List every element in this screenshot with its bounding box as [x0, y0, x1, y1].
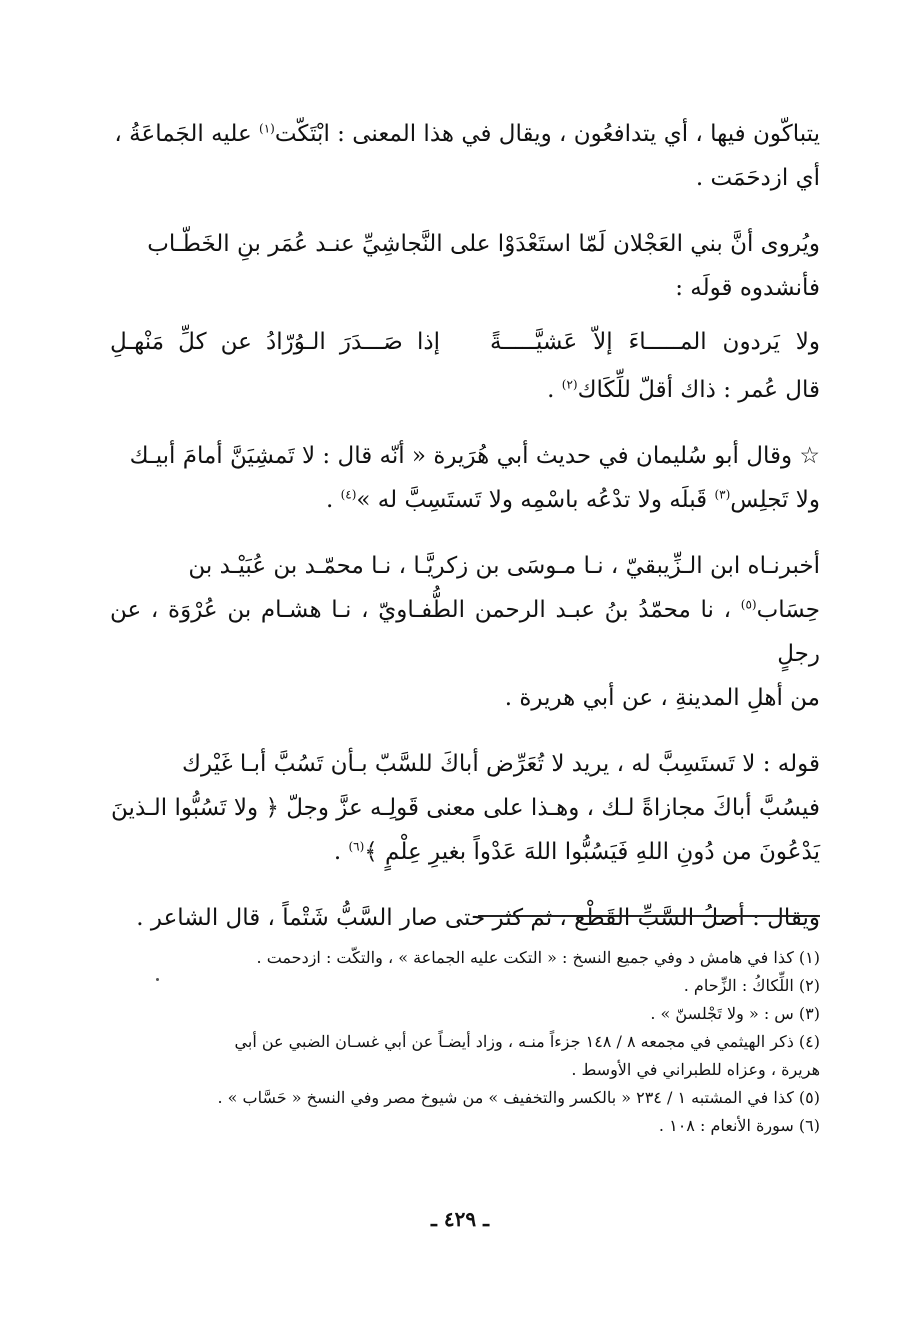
footnote-6: (٦) سورة الأنعام : ١٠٨ . [658, 1116, 820, 1135]
footnote-2: (٢) اللِّكاكُ : الزِّحام . [683, 976, 820, 995]
footnote-ref-2: (٢) [561, 377, 578, 392]
poem-verse [110, 320, 820, 364]
paragraph-1 [110, 112, 820, 200]
paragraph-3 [110, 368, 820, 412]
footnote-4-continuation: هريرة ، وعزاه للطبراني في الأوسط . [571, 1060, 820, 1079]
footnote-5: (٥) كذا في المشتبه ١ / ٢٣٤ « بالكسر والتخفيف » من شيوخ مصر وفي النسخ « حَسَّاب » . [217, 1088, 820, 1107]
paragraph-6-line-2: فيسُبَّ أباكَ مجازاةً لـك ، وهـذا على معنى قَولِـه عزَّ وجلّ ﴿ ولا تَسُبُّوا الـذينَ [111, 795, 820, 821]
paragraph-5 [110, 544, 820, 720]
footnotes [130, 944, 820, 1140]
footnote-ref-6: (٦) [348, 839, 365, 854]
footnote-ref-1: (١) [259, 121, 275, 136]
paragraph-4-line-2: ولا تَجلِس$^{(٣)}$ قَبلَه ولا تدْعُه باسْمِه ولا تَستَسِبَّ له »$^{(٤)}$ . [325, 487, 820, 513]
paragraph-4-line-1: ☆ وقال أبو سُليمان في حديث أبي هُرَيرة « أنّه قال : لا تَمشِيَنَّ أمامَ أبيـك [129, 443, 820, 469]
paragraph-5-line-3: من أهلِ المدينةِ ، عن أبي هريرة . [504, 685, 820, 711]
footnote-ref-3: (٣) [714, 487, 731, 502]
paragraph-7-line-1: ويقال : أصلُ السَّبِّ القَطْع ، ثم كثر حتى صار السَّبُّ شَتْماً ، قال الشاعر . [136, 905, 820, 931]
footnote-3: (٣) س : « ولا تَجْلسنّ » . [650, 1004, 820, 1023]
paragraph-4 [110, 434, 820, 522]
paragraph-6-line-3: يَدْعُونَ من دُونِ اللهِ فَيَسُبُّوا اللهَ عَدْواً بغيرِ عِلْمٍ ﴾$^{(٦)}$ . [333, 839, 820, 865]
paragraph-6-line-1: قوله : لا تَستَسِبَّ له ، يريد لا تُعَرِّض أباكَ للسَّبّ بـأن تَسُبَّ أبـا غَيْرك [181, 751, 820, 777]
footnote-ref-5: (٥) [740, 597, 757, 612]
footnote-separator [478, 915, 820, 917]
paragraph-2-line-2: فأنشدوه قولَه : [675, 275, 820, 301]
paragraph-2 [110, 222, 820, 310]
paragraph-5-line-1: أخبرنـاه ابن الـزِّيبقيّ ، نـا مـوسَى بن زكريَّـا ، نـا محمّـد بن عُبَيْـد بن [188, 553, 820, 579]
paragraph-6 [110, 742, 820, 874]
paragraph-1-line-2: أي ازدحَمَت . [695, 165, 820, 191]
footnote-ref-4: (٤) [340, 487, 357, 502]
page-number: ـ ٤٢٩ ـ [431, 1207, 489, 1231]
verse-first-hemistich: ولا يَردون المـــــاءَ إلاّ عَشيَّـــــةً [490, 329, 820, 355]
paragraph-1-line-1: يتباكّون فيها ، أي يتدافعُون ، ويقال في هذا المعنى : ابْتَكّت$^{(١)}$ عليه الجَماعَةُ ، [114, 121, 820, 147]
paragraph-5-line-2: حِسَاب$^{(٥)}$ ، نا محمّدُ بنُ عبـد الرحمن الطُّفـاويّ ، نـا هشـام بن عُرْوَة ، عن رجلٍ [110, 597, 820, 667]
paragraph-3-line-1: قال عُمر : ذاك أقلّ للِّكَاك$^{(٢)}$ . [547, 377, 820, 403]
footnote-1: (١) كذا في هامش د وفي جميع النسخ : « التكت عليه الجماعة » ، والتكّت : ازدحمت . [256, 948, 820, 967]
paragraph-7 [110, 896, 820, 940]
main-text [110, 112, 820, 962]
verse-second-hemistich: إذا صَـــدَرَ الـوُرّادُ عن كلِّ مَنْهـلِ [110, 329, 440, 355]
paragraph-2-line-1: ويُروى أنَّ بني العَجْلان لَمّا استَعْدَوْا على النَّجاشِيِّ عنـد عُمَر بنِ الخَطّـاب [147, 231, 820, 257]
footnote-4: (٤) ذكر الهيثمي في مجمعه ٨ / ١٤٨ جزءاً منـه ، وزاد أيضـاً عن أبي غسـان الضبي عن أبي [234, 1032, 820, 1051]
